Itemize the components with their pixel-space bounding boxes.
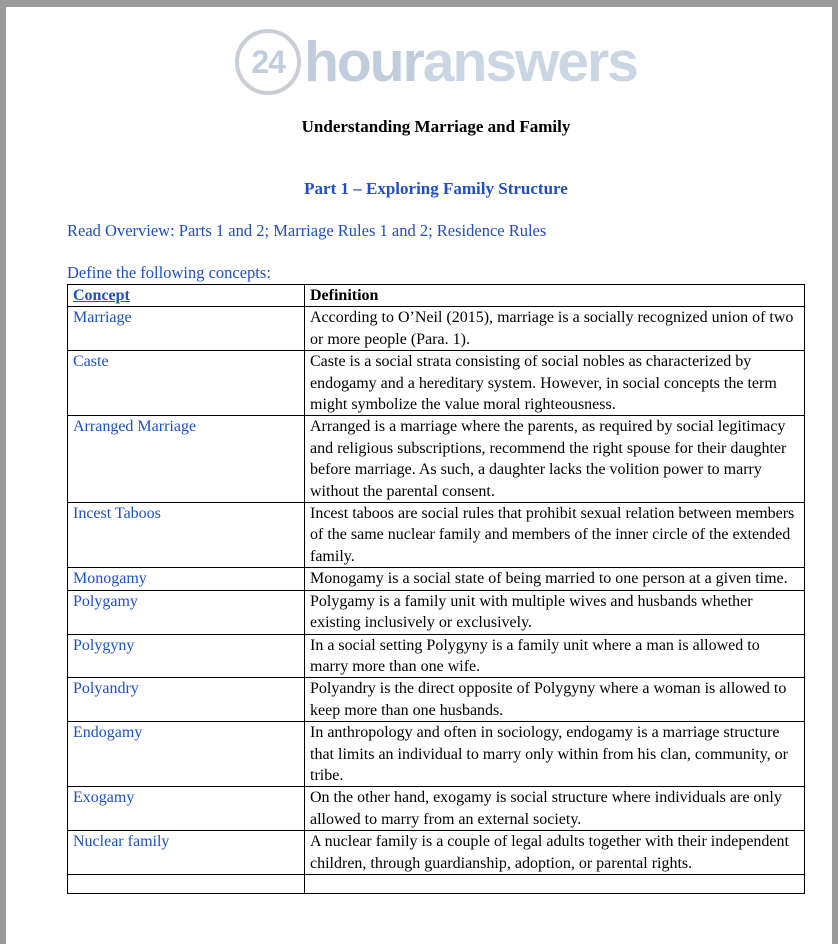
concept-cell: Endogamy [68,722,305,787]
table-row [68,678,805,722]
define-concepts-instruction: Define the following concepts: [67,263,271,282]
concept-cell: Caste [68,351,305,416]
24houranswers-logo [67,27,805,97]
definition-cell: On the other hand, exogamy is social structure where individuals are only allowed to marry from an external society. [305,787,805,831]
definition-cell: Incest taboos are social rules that prohibit sexual relation between members of the same nuclear family and members of the inner circle of the extended family. [305,503,805,568]
page-edge-right [832,0,838,944]
document-page [67,7,805,894]
column-header-concept: Concept [68,285,305,307]
read-overview-instruction: Read Overview: Parts 1 and 2; Marriage Rules 1 and 2; Residence Rules [67,221,547,240]
table-row-partial [68,874,805,893]
logo-wordmark [304,29,637,95]
table-row [68,416,805,503]
concept-cell: Exogamy [68,787,305,831]
concept-cell: Incest Taboos [68,503,305,568]
concepts-definitions-table [67,284,805,894]
definition-cell: In anthropology and often in sociology, endogamy is a marriage structure that limits an individual to marry only within from his clan, community, or tribe. [305,722,805,787]
concept-cell: Polygamy [68,590,305,634]
definition-cell: Arranged is a marriage where the parents, as required by social legitimacy and religious subscriptions, recommend the right spouse for their daughter before marriage. As such, a daughter lacks the volition power to marry without the parental consent. [305,416,805,503]
table-row [68,568,805,590]
concept-cell: Nuclear family [68,831,305,875]
table-row [68,722,805,787]
concept-cell: Arranged Marriage [68,416,305,503]
definition-cell: A nuclear family is a couple of legal adults together with their independent children, through guardianship, adoption, or parental rights. [305,831,805,875]
logo-word-hour: hour [304,30,423,94]
table-row [68,787,805,831]
page-edge-top [0,0,838,7]
concept-cell: Marriage [68,307,305,351]
definition-cell: Caste is a social strata consisting of social nobles as characterized by endogamy and a hereditary system. However, in social concepts the term might symbolize the value moral righteousness. [305,351,805,416]
table-row [68,351,805,416]
definition-cell: Polyandry is the direct opposite of Polygyny where a woman is allowed to keep more than one husbands. [305,678,805,722]
table-header-row [68,285,805,307]
table-row [68,307,805,351]
logo-word-answers: answers [422,30,637,94]
definition-cell: Polygamy is a family unit with multiple wives and husbands whether existing inclusively or exclusively. [305,590,805,634]
document-title: Understanding Marriage and Family [301,117,571,136]
logo-24-circle-icon [235,29,301,95]
definition-cell: In a social setting Polygyny is a family unit where a man is allowed to marry more than one wife. [305,634,805,678]
column-header-definition: Definition [305,285,805,307]
definition-cell: According to O’Neil (2015), marriage is a socially recognized union of two or more people (Para. 1). [305,307,805,351]
table-row [68,831,805,875]
logo-number: 24 [251,43,285,80]
section-heading: Part 1 – Exploring Family Structure [304,179,568,198]
page-edge-left [0,0,6,944]
definition-cell [305,874,805,893]
table-row [68,634,805,678]
definition-cell: Monogamy is a social state of being married to one person at a given time. [305,568,805,590]
table-row [68,503,805,568]
table-row [68,590,805,634]
concept-cell: Polygyny [68,634,305,678]
concept-cell: Monogamy [68,568,305,590]
concept-cell [68,874,305,893]
concept-cell: Polyandry [68,678,305,722]
